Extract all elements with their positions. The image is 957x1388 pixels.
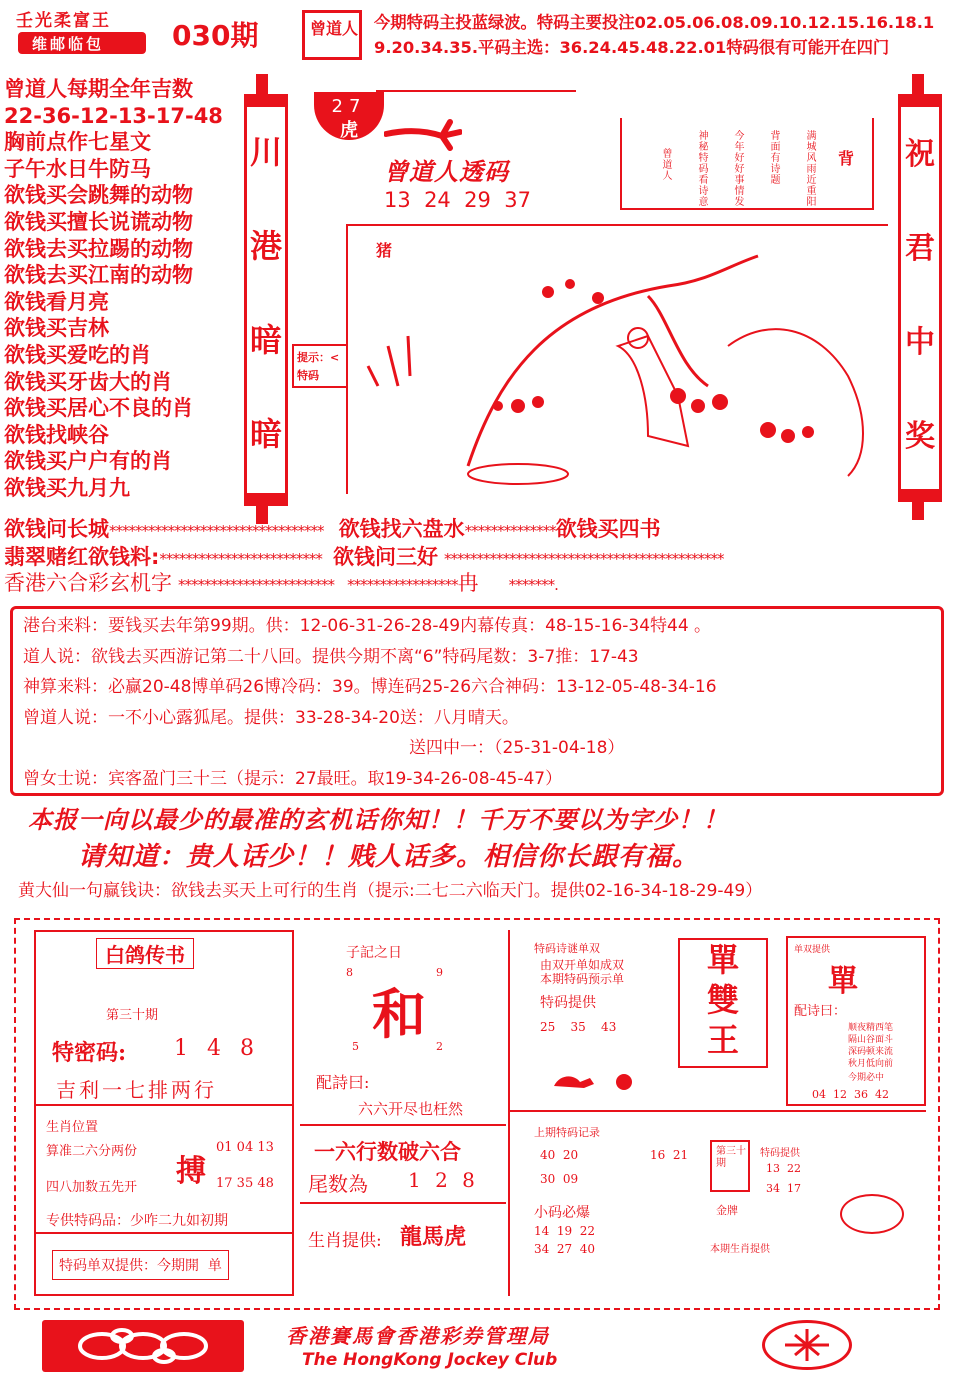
info-line: 神算来料：必赢20-48博单码26博冷码：39。博连码25-26六合神码：13-12-05-48-34-16 [23, 677, 717, 697]
right-scroll [898, 104, 942, 492]
left-scroll [244, 104, 288, 496]
te-nums: 13 22 [766, 1162, 801, 1175]
left-line: 欲钱买擅长说谎动物 [4, 209, 193, 234]
lower-left-period: 第三十期 [106, 1008, 159, 1023]
left-line: 胸前点作七星文 [4, 130, 151, 155]
poem-panel-line: 今年好好事情发 [732, 130, 743, 207]
round-badge [840, 1194, 904, 1234]
mid-big-char: 和 [372, 982, 426, 1046]
mid-corner: 5 [352, 1040, 359, 1053]
footer-en: The HongKong Jockey Club [302, 1350, 558, 1370]
bottom-zodiac: 本期生肖提供 [710, 1244, 770, 1255]
left-line: 欲钱买吉林 [4, 316, 109, 341]
mid-title: 子記之日 [346, 945, 402, 961]
info-line: 港台来料：要钱买去年第99期。供：12-06-31-26-28-49内幕传真：48-15-16-34特44 。 [23, 616, 712, 636]
code-label: 特密码: [52, 1040, 127, 1066]
right-sub-note: 今期必中 [848, 1073, 885, 1083]
zodiac-line: 四八加数五先开 [46, 1180, 138, 1195]
mid-corner: 9 [436, 966, 443, 979]
provide-nums: 25 35 43 [540, 1020, 617, 1034]
lower-left-panel [34, 930, 294, 1296]
bo-nums: 17 35 48 [216, 1176, 274, 1191]
tiger-number: 27 [331, 96, 367, 117]
poem-panel-line: 背面有诗题 [768, 130, 779, 185]
info-line: 曾道人说：一不小心露狐尾。提供：33-28-34-20送：八月晴天。 [23, 707, 519, 728]
left-line: 欲钱买牙齿大的肖 [4, 369, 172, 394]
slogan: 请知道：贵人话少！！贱人话多。相信你长跟有福。 [78, 842, 700, 872]
scroll-char: 暗 [249, 415, 282, 453]
provide-label: 特码提供 [540, 995, 596, 1011]
bo-nums: 01 04 13 [216, 1140, 274, 1155]
mid-line1: 一六行数破六合 [314, 1139, 461, 1164]
dotted-row: 翡翠赌红欲钱料:************************* 欲钱问三好 ******************************************* [4, 545, 724, 569]
left-column [4, 76, 223, 502]
dotted-mid: 冉 [457, 571, 479, 595]
dotted-row: 欲钱问长城********************************* 欲钱找六盘水**************欲钱买四书 [4, 517, 661, 541]
dotted-row: 香港六合彩玄机字 ************************ *****************冉 *******. [4, 571, 558, 595]
tiger-claw-icon [384, 112, 462, 152]
scroll-char: 祝 [905, 137, 935, 172]
tiger-label: 虎 [340, 120, 358, 141]
period-box [710, 1140, 750, 1192]
huang-daxian: 黄大仙一句赢钱诀：欲钱去买天上可行的生肖（提示:二七二六临天门。提供02-16-34-18-29-49） [18, 881, 763, 901]
mid-poem: 六六开尽也枉然 [358, 1100, 464, 1118]
right-sub-poem: 隔山谷面斗 [848, 1035, 894, 1045]
zodiac-line: 算准二六分两份 [46, 1144, 138, 1159]
left-line: 欲钱买会跳舞的动物 [4, 183, 193, 208]
left-line: 欲钱买九月九 [4, 475, 130, 500]
left-line: 子午水日牛防马 [4, 156, 151, 181]
animal-icon [610, 1070, 640, 1092]
dan-shuang-wang [678, 938, 768, 1068]
immortal-painting [348, 226, 888, 494]
lower-left-title: 白鸽传书 [96, 938, 194, 969]
right-sub-panel [786, 936, 926, 1106]
dotted-mid: 欲钱找六盘水 [338, 517, 465, 541]
painting-hint-text: 提示：<特码 [297, 351, 340, 382]
poem-panel-line: 满城风雨近重阳 [804, 130, 815, 207]
footer-org: 香港賽馬會香港彩券管理局 [286, 1324, 550, 1348]
info-box [10, 606, 944, 796]
touma-numbers: 13 24 29 37 [384, 188, 531, 212]
dsw-char: 雙 [706, 981, 739, 1019]
lower-mid-panel [300, 930, 506, 1296]
tiger-badge [314, 92, 384, 140]
info-line: 道人说：欲钱去买西游记第二十八回。提供今期不离“6”特码尾数：3-7推：17-43 [23, 646, 639, 667]
lower-right-panel [508, 930, 930, 1296]
mid-poem-label: 配詩曰: [316, 1073, 370, 1092]
left-numbers: 22-36-12-13-17-48 [4, 103, 223, 128]
left-line: 欲钱看月亮 [4, 289, 109, 314]
painting-frame [297, 224, 888, 494]
small-nums: 14 19 22 [534, 1224, 596, 1238]
dsw-char: 單 [706, 941, 739, 979]
scroll-char: 中 [905, 325, 935, 360]
left-line: 欲钱买户户有的肖 [4, 449, 172, 474]
painting-hint [292, 344, 348, 388]
mid-zodiac-label: 生肖提供: [308, 1231, 382, 1251]
slogan: 本报一向以最少的最准的玄机话你知！！千万不要以为字少！！ [28, 805, 728, 834]
left-line: 欲钱买居心不良的肖 [4, 396, 193, 421]
lucky-text: 吉利一七排两行 [56, 1078, 217, 1102]
tail-value: 1 2 8 [408, 1168, 479, 1192]
right-sub-title: 单双提供 [794, 945, 831, 955]
scroll-char: 君 [905, 231, 935, 266]
issue-number: 030期 [172, 19, 259, 52]
special-text: 专供特码品：少咋二九如初期 [46, 1213, 228, 1229]
logo-line-1: 壬光柔富王 [16, 11, 111, 31]
scroll-char: 暗 [249, 321, 282, 359]
right-sub-poem: 深码顿来流 [848, 1047, 894, 1057]
right-sub-poem: 顺夜精西笔 [848, 1023, 894, 1033]
right-sub-poem-label: 配诗曰： [794, 1004, 847, 1019]
scroll-char: 奖 [905, 419, 935, 454]
code-value: 1 4 8 [174, 1036, 260, 1061]
header-seal [302, 10, 362, 60]
right-sub-big: 單 [828, 964, 858, 999]
footer-logo-left [42, 1320, 244, 1372]
left-line: 欲钱找峡谷 [4, 422, 109, 447]
mid-zodiac: 龍馬虎 [400, 1224, 467, 1250]
poem-panel-char: 背 [838, 149, 855, 168]
last-draw-title: 上期特码记录 [534, 1126, 600, 1139]
period-box-text: 第三十期 [716, 1146, 746, 1169]
touma-title: 曾道人透码 [384, 157, 509, 186]
dotted-mid: 欲钱问三好 [333, 545, 438, 569]
last-draw-row: 40 20 [540, 1148, 579, 1162]
tail-label: 尾数為 [308, 1172, 368, 1196]
last-draw-panel [530, 1120, 640, 1288]
left-line: 欲钱买爱吃的肖 [4, 342, 151, 367]
poem-line: 由双开单如成双 [540, 958, 625, 972]
dotted-left: 香港六合彩玄机字 [4, 571, 172, 595]
dotted-left: 翡翠赌红欲钱料: [4, 545, 160, 569]
left-title: 曾道人每期全年吉数 [4, 77, 193, 101]
mid-corner: 8 [346, 966, 353, 979]
poem-line: 本期特码预示单 [540, 972, 625, 986]
last-draw-col: 16 21 [650, 1148, 689, 1162]
dotted-left: 欲钱问长城 [4, 517, 109, 541]
poem-title: 特码诗谜单双 [534, 942, 600, 955]
scroll-char: 港 [249, 227, 282, 265]
ornament-icon [42, 1320, 244, 1372]
bo-char: 搏 [176, 1154, 206, 1189]
scroll-char: 川 [249, 133, 282, 171]
right-sub-nums: 04 12 36 42 [812, 1088, 889, 1101]
te-title: 特码提供 [760, 1148, 800, 1159]
emblem-icon [765, 1323, 849, 1367]
dsw-char: 王 [706, 1021, 739, 1059]
poem-panel-line: 神秘特码看诗意 [696, 130, 707, 207]
logo-line-2: 维邮临包 [32, 35, 105, 53]
info-line: 曾女士说：宾客盈门三十三（提示：27最旺。取19-34-26-08-45-47） [23, 768, 563, 789]
left-line: 欲钱去买江南的动物 [4, 263, 193, 288]
mid-corner: 2 [436, 1040, 443, 1053]
single-double: 特码单双提供：今期開 单 [52, 1250, 229, 1280]
dotted-right: 欲钱买四书 [555, 517, 661, 541]
gold-label: 金牌 [716, 1204, 738, 1217]
poem-panel-line: 曾道人 [660, 148, 671, 181]
last-draw-row: 30 09 [540, 1172, 579, 1186]
poem-panel [620, 118, 874, 210]
footer-logo-right [762, 1320, 852, 1370]
header-tip: 今期特码主投蓝绿波。特码主要投注02.05.06.08.09.10.12.15.16.18.19.20.34.35.平码主选：36.24.45.48.22.01特码很有可能开在四门 [374, 13, 935, 57]
horse-icon [550, 1070, 610, 1092]
painting-label: 猪 [376, 241, 393, 260]
te-nums: 34 17 [766, 1182, 801, 1195]
right-sub-poem: 秋月低向前 [848, 1059, 894, 1069]
header-logo [10, 6, 160, 58]
zodiac-title: 生肖位置 [46, 1120, 99, 1135]
left-line: 欲钱去买拉踢的动物 [4, 236, 193, 261]
small-nums: 34 27 40 [534, 1242, 596, 1256]
info-line: 送四中一：（25-31-04-18） [409, 738, 625, 758]
small-title: 小码必爆 [534, 1205, 590, 1221]
seal-text: 曾道人 [309, 19, 358, 38]
